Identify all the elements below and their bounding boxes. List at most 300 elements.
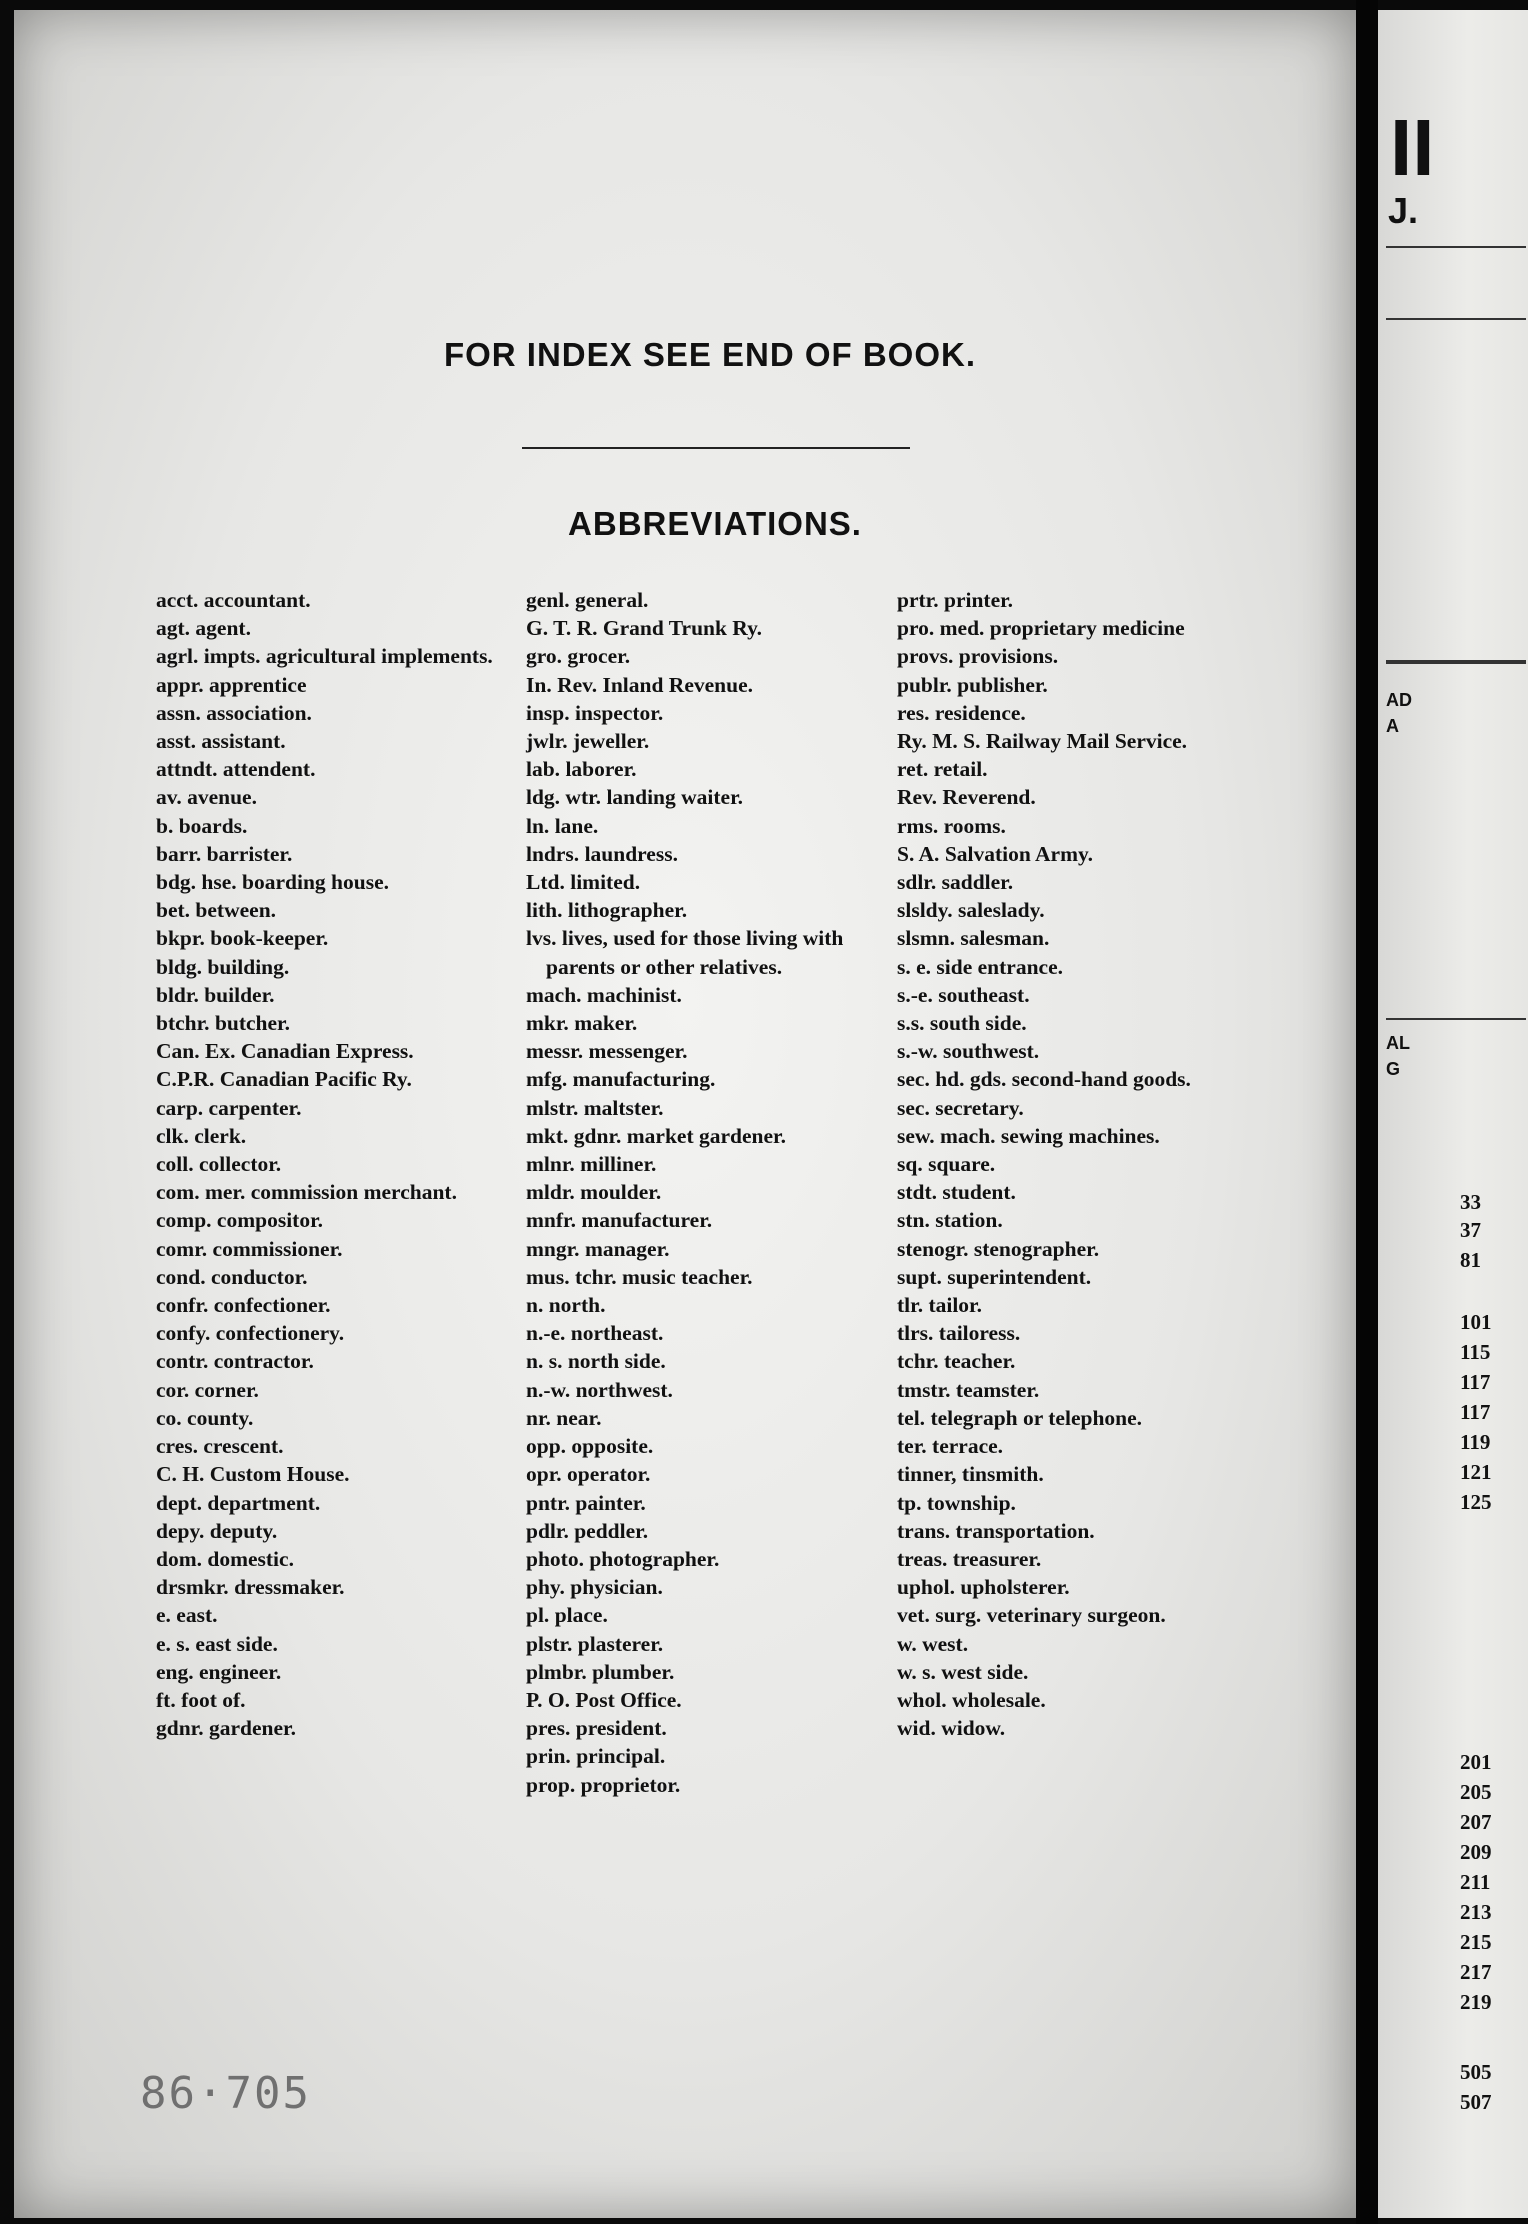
abbreviation-entry bbox=[526, 1432, 891, 1460]
abbreviation-term: clk. bbox=[156, 1123, 189, 1148]
abbreviation-entry bbox=[156, 1037, 516, 1065]
facing-page-label: AL bbox=[1386, 1033, 1410, 1053]
abbreviation-term: eng. bbox=[156, 1659, 194, 1684]
abbreviation-meaning: plasterer. bbox=[577, 1631, 664, 1656]
abbreviation-entry bbox=[156, 586, 516, 614]
abbreviation-term: s.-w. bbox=[897, 1039, 938, 1064]
abbreviation-term: contr. bbox=[156, 1349, 209, 1374]
abbreviation-entry bbox=[156, 614, 516, 642]
abbreviation-meaning: moulder. bbox=[580, 1180, 662, 1205]
abbreviation-entry bbox=[526, 783, 891, 811]
abbreviation-meaning: clerk. bbox=[194, 1123, 247, 1148]
abbreviation-meaning: manufacturing. bbox=[572, 1067, 716, 1092]
abbreviation-entry bbox=[156, 1065, 516, 1093]
abbreviation-meaning: confectioner. bbox=[213, 1293, 331, 1318]
abbreviation-term: mlstr. bbox=[526, 1095, 579, 1120]
abbreviation-term: gdnr. bbox=[156, 1716, 204, 1741]
abbreviation-meaning: north side. bbox=[567, 1349, 666, 1374]
abbreviation-entry bbox=[526, 1206, 891, 1234]
abbreviation-term: lith. bbox=[526, 898, 563, 923]
abbreviation-entry bbox=[156, 755, 516, 783]
facing-page-number: 117 bbox=[1460, 1400, 1491, 1424]
abbreviation-term: pl. bbox=[526, 1603, 550, 1628]
abbreviation-entry bbox=[526, 1404, 891, 1432]
facing-page-number: 125 bbox=[1460, 1490, 1492, 1514]
abbreviation-entry bbox=[156, 1517, 516, 1545]
abbreviation-meaning: messenger. bbox=[588, 1039, 688, 1064]
abbreviation-meaning: grocer. bbox=[567, 644, 631, 669]
abbreviation-term: S. A. bbox=[897, 841, 940, 866]
abbreviation-entry bbox=[156, 812, 516, 840]
abbreviation-term: lvs. bbox=[526, 926, 557, 951]
abbreviation-term: ft. bbox=[156, 1687, 176, 1712]
abbreviation-term: G. T. R. bbox=[526, 616, 598, 641]
abbreviation-entry bbox=[156, 1376, 516, 1404]
abbreviation-entry bbox=[156, 868, 516, 896]
abbreviation-meaning: butcher. bbox=[214, 1011, 290, 1036]
abbreviation-term: pdlr. bbox=[526, 1518, 569, 1543]
abbreviation-meaning: secretary. bbox=[935, 1095, 1024, 1120]
facing-page-rule bbox=[1386, 318, 1526, 320]
abbreviation-entry bbox=[526, 1630, 891, 1658]
abbreviation-meaning: manufacturer. bbox=[581, 1208, 713, 1233]
abbreviation-entry bbox=[156, 1291, 516, 1319]
facing-page-number: 33 bbox=[1460, 1190, 1481, 1214]
abbreviation-term: mnfr. bbox=[526, 1208, 576, 1233]
abbreviation-meaning: apprentice bbox=[208, 672, 307, 697]
abbreviation-term: w. bbox=[897, 1631, 917, 1656]
abbreviation-entry bbox=[156, 1206, 516, 1234]
abbreviation-term: n. s. bbox=[526, 1349, 563, 1374]
abbreviation-entry bbox=[156, 1094, 516, 1122]
abbreviation-meaning: engineer. bbox=[199, 1659, 282, 1684]
abbreviation-entry bbox=[897, 1658, 1257, 1686]
abbreviation-term: s.s. bbox=[897, 1011, 925, 1036]
abbreviation-term: Rev. bbox=[897, 785, 938, 810]
abbreviation-term: Ltd. bbox=[526, 870, 565, 895]
abbreviation-meaning: laborer. bbox=[565, 757, 637, 782]
abbreviation-entry bbox=[526, 981, 891, 1009]
abbreviation-meaning: builder. bbox=[204, 982, 275, 1007]
abbreviation-term: drsmkr. bbox=[156, 1575, 229, 1600]
abbreviation-term: asst. bbox=[156, 729, 197, 754]
abbreviation-term: Can. Ex. bbox=[156, 1039, 236, 1064]
abbreviation-entry bbox=[526, 1517, 891, 1545]
abbreviation-entry bbox=[526, 755, 891, 783]
abbreviation-entry bbox=[897, 1517, 1257, 1545]
abbreviation-entry bbox=[897, 1178, 1257, 1206]
abbreviation-term: mldr. bbox=[526, 1180, 575, 1205]
abbreviation-entry bbox=[526, 1489, 891, 1517]
abbreviation-meaning: market gardener. bbox=[626, 1123, 786, 1148]
abbreviation-entry bbox=[897, 1009, 1257, 1037]
abbreviation-term: co. bbox=[156, 1405, 182, 1430]
abbreviation-term: appr. bbox=[156, 672, 204, 697]
abbreviation-entry bbox=[156, 1460, 516, 1488]
abbreviation-entry bbox=[156, 1404, 516, 1432]
abbreviation-entry bbox=[897, 1601, 1257, 1629]
abbreviation-entry bbox=[897, 1065, 1257, 1093]
abbreviation-term: n. bbox=[526, 1293, 544, 1318]
abbreviation-meaning: milliner. bbox=[580, 1152, 657, 1177]
abbreviation-entry bbox=[156, 1545, 516, 1573]
abbreviation-term: comr. bbox=[156, 1236, 208, 1261]
abbreviation-entry bbox=[526, 671, 891, 699]
abbreviation-term: carp. bbox=[156, 1095, 204, 1120]
abbreviation-meaning: collector. bbox=[199, 1152, 282, 1177]
abbreviation-meaning: near. bbox=[556, 1405, 602, 1430]
abbreviation-term: C.P.R. bbox=[156, 1067, 215, 1092]
abbreviation-meaning: tailor. bbox=[928, 1293, 983, 1318]
abbreviation-entry bbox=[526, 1714, 891, 1742]
abbreviation-meaning: music teacher. bbox=[621, 1264, 753, 1289]
abbreviation-meaning: between. bbox=[195, 898, 277, 923]
abbreviation-term: s. e. bbox=[897, 954, 932, 979]
abbreviation-entry bbox=[897, 1686, 1257, 1714]
abbreviation-meaning: second-hand goods. bbox=[1011, 1067, 1191, 1092]
abbreviation-meaning: Post Office. bbox=[575, 1687, 682, 1712]
abbreviation-term: genl. bbox=[526, 588, 570, 612]
abbreviation-term: coll. bbox=[156, 1152, 194, 1177]
facing-page-label: G bbox=[1386, 1059, 1401, 1079]
abbreviation-meaning: commissioner. bbox=[212, 1236, 343, 1261]
abbreviation-term: tchr. bbox=[897, 1349, 939, 1374]
facing-page-label: AD bbox=[1386, 690, 1412, 710]
abbreviation-meaning: foot of. bbox=[181, 1687, 246, 1712]
abbreviation-entry bbox=[526, 896, 891, 924]
facing-page-number: 37 bbox=[1460, 1218, 1481, 1242]
abbreviation-meaning: southeast. bbox=[938, 982, 1030, 1007]
abbreviation-term: nr. bbox=[526, 1405, 551, 1430]
abbreviation-meaning: saleslady. bbox=[957, 898, 1045, 923]
facing-page-subheading: J. bbox=[1388, 190, 1419, 231]
abbreviation-meaning: carpenter. bbox=[208, 1095, 302, 1120]
abbreviation-term: mkt. gdnr. bbox=[526, 1123, 622, 1148]
abbreviation-term: cres. bbox=[156, 1434, 198, 1459]
abbreviation-term: Ry. M. S. bbox=[897, 729, 981, 754]
abbreviation-meaning: peddler. bbox=[574, 1518, 649, 1543]
abbreviation-entry bbox=[156, 642, 516, 670]
abbreviation-term: supt. bbox=[897, 1264, 942, 1289]
facing-page-number: 117 bbox=[1460, 1370, 1491, 1394]
abbreviation-term: agt. bbox=[156, 616, 191, 641]
abbreviation-meaning: teacher. bbox=[943, 1349, 1016, 1374]
abbreviation-entry bbox=[526, 1178, 891, 1206]
abbreviation-term: tlrs. bbox=[897, 1321, 934, 1346]
abbreviation-entry bbox=[526, 1545, 891, 1573]
abbreviation-term: n.-e. bbox=[526, 1321, 566, 1346]
abbreviation-entry bbox=[156, 1178, 516, 1206]
abbreviation-term: res. bbox=[897, 700, 930, 725]
abbreviation-meaning: photographer. bbox=[589, 1546, 720, 1571]
abbreviation-entry bbox=[156, 981, 516, 1009]
facing-page-number: 209 bbox=[1460, 1840, 1492, 1864]
abbreviation-meaning: retail. bbox=[933, 757, 988, 782]
title-rule bbox=[522, 447, 910, 449]
abbreviation-entry bbox=[897, 671, 1257, 699]
abbreviation-meaning: limited. bbox=[570, 870, 641, 895]
abbreviation-term: sec. hd. gds. bbox=[897, 1067, 1007, 1092]
abbreviation-meaning: laundress. bbox=[584, 841, 678, 866]
facing-page-number: 213 bbox=[1460, 1900, 1492, 1924]
abbreviation-meaning: side entrance. bbox=[936, 954, 1064, 979]
abbreviation-term: slsldy. bbox=[897, 898, 953, 923]
abbreviation-term: dept. bbox=[156, 1490, 202, 1515]
facing-page-number: 207 bbox=[1460, 1810, 1492, 1834]
abbreviation-term: mus. tchr. bbox=[526, 1264, 617, 1289]
abbreviation-entry bbox=[897, 953, 1257, 981]
abbreviation-meaning: plumber. bbox=[592, 1659, 675, 1684]
abbreviation-term: mkr. bbox=[526, 1011, 569, 1036]
abbreviation-meaning: conductor. bbox=[210, 1264, 308, 1289]
abbreviation-entry bbox=[156, 896, 516, 924]
abbreviation-entry bbox=[526, 1037, 891, 1065]
abbreviation-meaning: student. bbox=[942, 1180, 1016, 1205]
abbreviation-entry bbox=[156, 1263, 516, 1291]
abbreviation-term: sdlr. bbox=[897, 870, 937, 895]
abbreviation-meaning: building. bbox=[207, 954, 290, 979]
abbreviation-meaning: wholesale. bbox=[951, 1687, 1046, 1712]
abbreviation-term: trans. bbox=[897, 1518, 951, 1543]
abbreviation-meaning: treasurer. bbox=[952, 1546, 1042, 1571]
abbreviation-entry bbox=[897, 1714, 1257, 1742]
abbreviation-entry bbox=[156, 783, 516, 811]
abbreviation-entry bbox=[526, 1065, 891, 1093]
abbreviation-term: opr. bbox=[526, 1462, 562, 1487]
abbreviation-meaning: northwest. bbox=[575, 1377, 673, 1402]
abbreviation-meaning: assistant. bbox=[201, 729, 286, 754]
abbreviation-term: messr. bbox=[526, 1039, 584, 1064]
abbreviation-term: depy. bbox=[156, 1518, 205, 1543]
abbreviation-term: comp. bbox=[156, 1208, 212, 1233]
abbreviation-entry bbox=[897, 586, 1257, 614]
abbreviation-meaning: proprietary medicine bbox=[989, 616, 1185, 641]
abbreviation-term: com. mer. bbox=[156, 1180, 246, 1205]
abbreviation-term: confr. bbox=[156, 1293, 209, 1318]
abbreviation-meaning: veterinary surgeon. bbox=[986, 1603, 1166, 1628]
abbreviation-meaning: compositor. bbox=[216, 1208, 324, 1233]
abbreviation-entry bbox=[897, 1376, 1257, 1404]
facing-page-heading: II bbox=[1390, 103, 1435, 192]
abbreviation-term: w. s. bbox=[897, 1659, 936, 1684]
abbreviation-entry bbox=[526, 868, 891, 896]
abbreviation-meaning: attendent. bbox=[222, 757, 316, 782]
abbreviation-term: In. Rev. bbox=[526, 672, 598, 697]
abbreviation-entry bbox=[526, 586, 891, 614]
abbreviation-meaning: southwest. bbox=[943, 1039, 1040, 1064]
facing-page-number: 121 bbox=[1460, 1460, 1492, 1484]
abbreviation-meaning: teamster. bbox=[955, 1377, 1040, 1402]
facing-page-number: 119 bbox=[1460, 1430, 1491, 1454]
abbreviation-meaning: book-keeper. bbox=[210, 926, 329, 951]
facing-page-number: 201 bbox=[1460, 1750, 1492, 1774]
facing-page-number: 101 bbox=[1460, 1310, 1492, 1334]
abbreviation-meaning: north. bbox=[548, 1293, 606, 1318]
abbreviation-term: uphol. bbox=[897, 1575, 955, 1600]
abbreviation-term: gro. bbox=[526, 644, 563, 669]
abbreviation-meaning: Salvation Army. bbox=[944, 841, 1093, 866]
abbreviation-term: attndt. bbox=[156, 757, 218, 782]
abbreviation-meaning: Grand Trunk Ry. bbox=[602, 616, 763, 641]
abbreviation-term: btchr. bbox=[156, 1011, 210, 1036]
abbreviation-entry bbox=[526, 699, 891, 727]
abbreviation-meaning: dressmaker. bbox=[234, 1575, 345, 1600]
facing-page-number: 215 bbox=[1460, 1930, 1492, 1954]
abbreviation-entry bbox=[897, 783, 1257, 811]
abbreviation-meaning: transportation. bbox=[955, 1518, 1095, 1543]
abbreviation-entry bbox=[897, 1404, 1257, 1432]
abbreviation-meaning: rooms. bbox=[943, 813, 1006, 838]
abbreviation-entry bbox=[526, 1347, 891, 1375]
abbreviation-term: vet. surg. bbox=[897, 1603, 982, 1628]
abbreviation-meaning: east. bbox=[176, 1603, 218, 1628]
abbreviation-entry bbox=[526, 1686, 891, 1714]
abbreviation-entry bbox=[897, 1235, 1257, 1263]
abbreviation-entry bbox=[897, 1037, 1257, 1065]
abbreviation-entry bbox=[897, 699, 1257, 727]
abbreviation-entry bbox=[526, 1601, 891, 1629]
abbreviation-entry bbox=[897, 1545, 1257, 1573]
abbreviation-meaning: association. bbox=[206, 700, 312, 725]
abbreviation-entry bbox=[526, 1658, 891, 1686]
abbreviation-meaning: Inland Revenue. bbox=[602, 672, 754, 697]
abbreviation-entry bbox=[156, 727, 516, 755]
abbreviation-meaning: deputy. bbox=[209, 1518, 278, 1543]
abbreviation-term: tel. bbox=[897, 1405, 926, 1430]
abbreviation-term: sew. mach. bbox=[897, 1123, 996, 1148]
facing-page-rule bbox=[1386, 1018, 1526, 1020]
abbreviation-entry bbox=[156, 840, 516, 868]
abbreviation-entry bbox=[897, 1291, 1257, 1319]
abbreviation-entry bbox=[156, 1347, 516, 1375]
abbreviation-meaning: domestic. bbox=[207, 1546, 294, 1571]
abbreviation-term: mlnr. bbox=[526, 1152, 575, 1177]
index-note: FOR INDEX SEE END OF BOOK. bbox=[443, 336, 977, 373]
abbreviation-meaning: lives, used for those living with parents or other relatives. bbox=[546, 926, 844, 979]
abbreviation-term: publr. bbox=[897, 672, 952, 697]
abbreviation-meaning: boards. bbox=[178, 813, 248, 838]
abbreviation-term: stn. bbox=[897, 1208, 930, 1233]
abbreviation-term: tlr. bbox=[897, 1293, 924, 1318]
abbreviation-entry bbox=[526, 1319, 891, 1347]
facing-page-rule bbox=[1386, 660, 1526, 664]
abbreviation-entry bbox=[156, 924, 516, 952]
abbreviation-entry bbox=[897, 1094, 1257, 1122]
abbreviation-entry bbox=[156, 699, 516, 727]
abbreviation-term: pntr. bbox=[526, 1490, 571, 1515]
abbreviation-term: prtr. bbox=[897, 588, 939, 612]
abbreviation-entry bbox=[897, 1122, 1257, 1150]
abbreviation-meaning: agent. bbox=[195, 616, 251, 641]
abbreviation-meaning: landing waiter. bbox=[606, 785, 744, 810]
abbreviation-meaning: Custom House. bbox=[209, 1462, 350, 1487]
abbreviation-entry bbox=[897, 1263, 1257, 1291]
abbreviation-meaning: commission merchant. bbox=[250, 1180, 457, 1205]
abbreviation-term: ln. bbox=[526, 813, 550, 838]
abbreviation-term: jwlr. bbox=[526, 729, 568, 754]
abbreviation-entry bbox=[897, 981, 1257, 1009]
abbreviation-entry bbox=[526, 1376, 891, 1404]
abbreviation-term: mngr. bbox=[526, 1236, 580, 1261]
facing-page-number: 507 bbox=[1460, 2090, 1492, 2114]
abbreviation-term: pres. bbox=[526, 1716, 571, 1741]
abbreviation-entry bbox=[897, 727, 1257, 755]
abbreviation-term: agrl. impts. bbox=[156, 644, 261, 669]
abbreviation-term: C. H. bbox=[156, 1462, 205, 1487]
abbreviation-entry bbox=[156, 1686, 516, 1714]
abbreviation-term: mfg. bbox=[526, 1067, 568, 1092]
abbreviation-term: insp. bbox=[526, 700, 570, 725]
abbreviation-entry bbox=[897, 1347, 1257, 1375]
abbreviation-meaning: place. bbox=[554, 1603, 608, 1628]
abbreviation-entry bbox=[526, 1122, 891, 1150]
abbreviation-entry bbox=[897, 896, 1257, 924]
abbreviation-meaning: west side. bbox=[941, 1659, 1029, 1684]
abbreviation-meaning: jeweller. bbox=[572, 729, 650, 754]
abbreviation-meaning: widow. bbox=[941, 1716, 1006, 1741]
abbreviations-column-1 bbox=[156, 586, 516, 1742]
facing-page-number: 219 bbox=[1460, 1990, 1492, 2014]
abbreviation-meaning: confectionery. bbox=[215, 1321, 345, 1346]
abbreviation-entry bbox=[526, 1009, 891, 1037]
abbreviation-meaning: president. bbox=[575, 1716, 667, 1741]
book-gutter bbox=[1356, 0, 1378, 2224]
abbreviation-term: stenogr. bbox=[897, 1236, 969, 1261]
abbreviation-meaning: tinsmith. bbox=[961, 1462, 1044, 1487]
page-title: ABBREVIATIONS. bbox=[568, 505, 862, 542]
abbreviation-entry bbox=[526, 1235, 891, 1263]
abbreviation-meaning: gardener. bbox=[208, 1716, 296, 1741]
abbreviation-term: plstr. bbox=[526, 1631, 573, 1656]
abbreviation-meaning: northeast. bbox=[570, 1321, 664, 1346]
abbreviation-term: slsmn. bbox=[897, 926, 955, 951]
abbreviation-term: opp. bbox=[526, 1434, 567, 1459]
abbreviation-term: bet. bbox=[156, 898, 191, 923]
abbreviation-term: tmstr. bbox=[897, 1377, 951, 1402]
facing-page-number: 81 bbox=[1460, 1248, 1481, 1272]
facing-page-number: 115 bbox=[1460, 1340, 1491, 1364]
abbreviation-meaning: west. bbox=[922, 1631, 969, 1656]
abbreviation-meaning: provisions. bbox=[958, 644, 1059, 669]
abbreviation-entry bbox=[897, 1630, 1257, 1658]
abbreviation-meaning: saddler. bbox=[941, 870, 1014, 895]
abbreviation-term: cor. bbox=[156, 1377, 190, 1402]
abbreviation-entry bbox=[526, 840, 891, 868]
abbreviation-entry bbox=[897, 1206, 1257, 1234]
abbreviation-meaning: general. bbox=[574, 588, 649, 612]
abbreviation-meaning: east side. bbox=[195, 1631, 278, 1656]
abbreviation-term: assn. bbox=[156, 700, 201, 725]
facing-page-label: A bbox=[1386, 716, 1399, 736]
abbreviation-entry bbox=[897, 868, 1257, 896]
abbreviation-meaning: tailoress. bbox=[938, 1321, 1021, 1346]
abbreviation-entry bbox=[897, 1573, 1257, 1601]
abbreviation-meaning: superintendent. bbox=[947, 1264, 1092, 1289]
abbreviation-term: prop. bbox=[526, 1772, 576, 1797]
abbreviation-meaning: township. bbox=[926, 1490, 1016, 1515]
abbreviation-term: dom. bbox=[156, 1546, 202, 1571]
abbreviation-term: bldr. bbox=[156, 982, 199, 1007]
abbreviation-entry bbox=[156, 1122, 516, 1150]
abbreviation-term: wid. bbox=[897, 1716, 936, 1741]
facing-page-edge bbox=[1378, 10, 1528, 2218]
abbreviation-entry bbox=[156, 1658, 516, 1686]
abbreviation-term: ret. bbox=[897, 757, 929, 782]
abbreviation-entry bbox=[897, 1150, 1257, 1178]
abbreviation-term: e. bbox=[156, 1603, 171, 1628]
abbreviation-meaning: lithographer. bbox=[567, 898, 688, 923]
abbreviation-meaning: agricultural implements. bbox=[265, 644, 493, 669]
